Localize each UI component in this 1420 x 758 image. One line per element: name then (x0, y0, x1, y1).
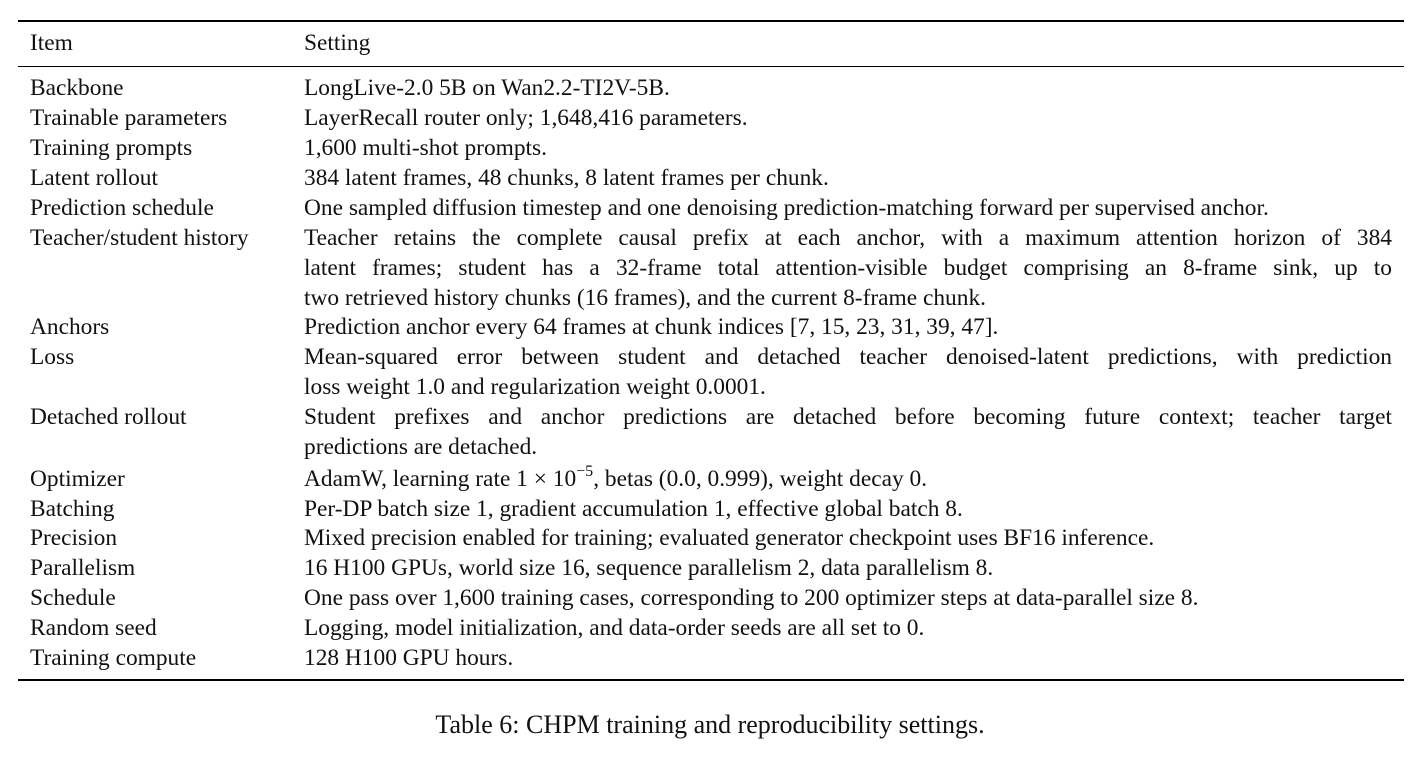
row-item-latent-rollout: Latent rollout (30, 165, 158, 191)
row-item-random-seed: Random seed (30, 615, 157, 641)
setting-line: predictions are detached. (304, 434, 538, 460)
bottom-rule (18, 679, 1404, 681)
row-setting-precision: Mixed precision enabled for training; evaluated generator checkpoint uses BF16 inference. (304, 525, 1155, 551)
setting-line: Teacher retains the complete causal prefix at each anchor, with a maximum attention horizon of 384 (304, 225, 1392, 251)
header-setting: Setting (304, 30, 371, 56)
row-setting-backbone: LongLive-2.0 5B on Wan2.2-TI2V-5B. (304, 75, 670, 101)
setting-line: latent frames; student has a 32-frame total attention-visible budget comprising an 8-frame sink, up to (304, 255, 1392, 281)
top-rule (18, 20, 1404, 22)
row-item-teacher-student-history: Teacher/student history (30, 225, 249, 251)
row-setting-random-seed: Logging, model initialization, and data-order seeds are all set to 0. (304, 615, 925, 641)
row-setting-training-prompts: 1,600 multi-shot prompts. (304, 135, 548, 161)
row-item-parallelism: Parallelism (30, 555, 136, 581)
row-item-anchors: Anchors (30, 314, 110, 340)
row-setting-latent-rollout: 384 latent frames, 48 chunks, 8 latent frames per chunk. (304, 165, 829, 191)
setting-line: Student prefixes and anchor predictions are detached before becoming future context; teacher target (304, 404, 1392, 430)
row-setting-batching: Per-DP batch size 1, gradient accumulation 1, effective global batch 8. (304, 496, 963, 522)
row-item-batching: Batching (30, 496, 115, 522)
row-setting-anchors: Prediction anchor every 64 frames at chunk indices [7, 15, 23, 31, 39, 47]. (304, 314, 999, 340)
row-item-prediction-schedule: Prediction schedule (30, 195, 214, 221)
setting-line: loss weight 1.0 and regularization weight 0.0001. (304, 374, 766, 400)
row-setting-teacher-student-history (304, 223, 1392, 313)
row-setting-training-compute: 128 H100 GPU hours. (304, 645, 514, 671)
setting-text-before: AdamW, learning rate (304, 466, 517, 492)
row-item-detached-rollout: Detached rollout (30, 404, 187, 430)
row-item-backbone: Backbone (30, 75, 124, 101)
table-caption: Table 6: CHPM training and reproducibility settings. (435, 710, 985, 739)
learning-rate-math: 1 × 10 (516, 466, 577, 492)
row-setting-parallelism: 16 H100 GPUs, world size 16, sequence parallelism 2, data parallelism 8. (304, 555, 994, 581)
header-rule (18, 66, 1404, 67)
row-item-schedule: Schedule (30, 585, 116, 611)
row-item-training-prompts: Training prompts (30, 135, 193, 161)
row-setting-detached-rollout (304, 402, 1392, 462)
row-item-precision: Precision (30, 525, 118, 551)
row-setting-optimizer (304, 464, 1392, 497)
row-setting-loss (304, 342, 1392, 402)
setting-text-after: , betas (0.0, 0.999), weight decay 0. (593, 466, 928, 492)
row-setting-trainable-parameters: LayerRecall router only; 1,648,416 parameters. (304, 105, 748, 131)
row-item-training-compute: Training compute (30, 645, 197, 671)
row-setting-schedule: One pass over 1,600 training cases, corresponding to 200 optimizer steps at data-parallel size 8. (304, 585, 1199, 611)
header-item: Item (30, 30, 73, 56)
row-item-optimizer: Optimizer (30, 466, 125, 492)
learning-rate-exponent: −5 (576, 463, 594, 480)
row-setting-prediction-schedule: One sampled diffusion timestep and one denoising prediction-matching forward per supervised anchor. (304, 195, 1269, 221)
row-item-trainable-parameters: Trainable parameters (30, 105, 228, 131)
row-item-loss: Loss (30, 344, 75, 370)
setting-line: Mean-squared error between student and detached teacher denoised-latent predictions, with prediction (304, 344, 1392, 370)
setting-line: two retrieved history chunks (16 frames), and the current 8-frame chunk. (304, 285, 986, 311)
